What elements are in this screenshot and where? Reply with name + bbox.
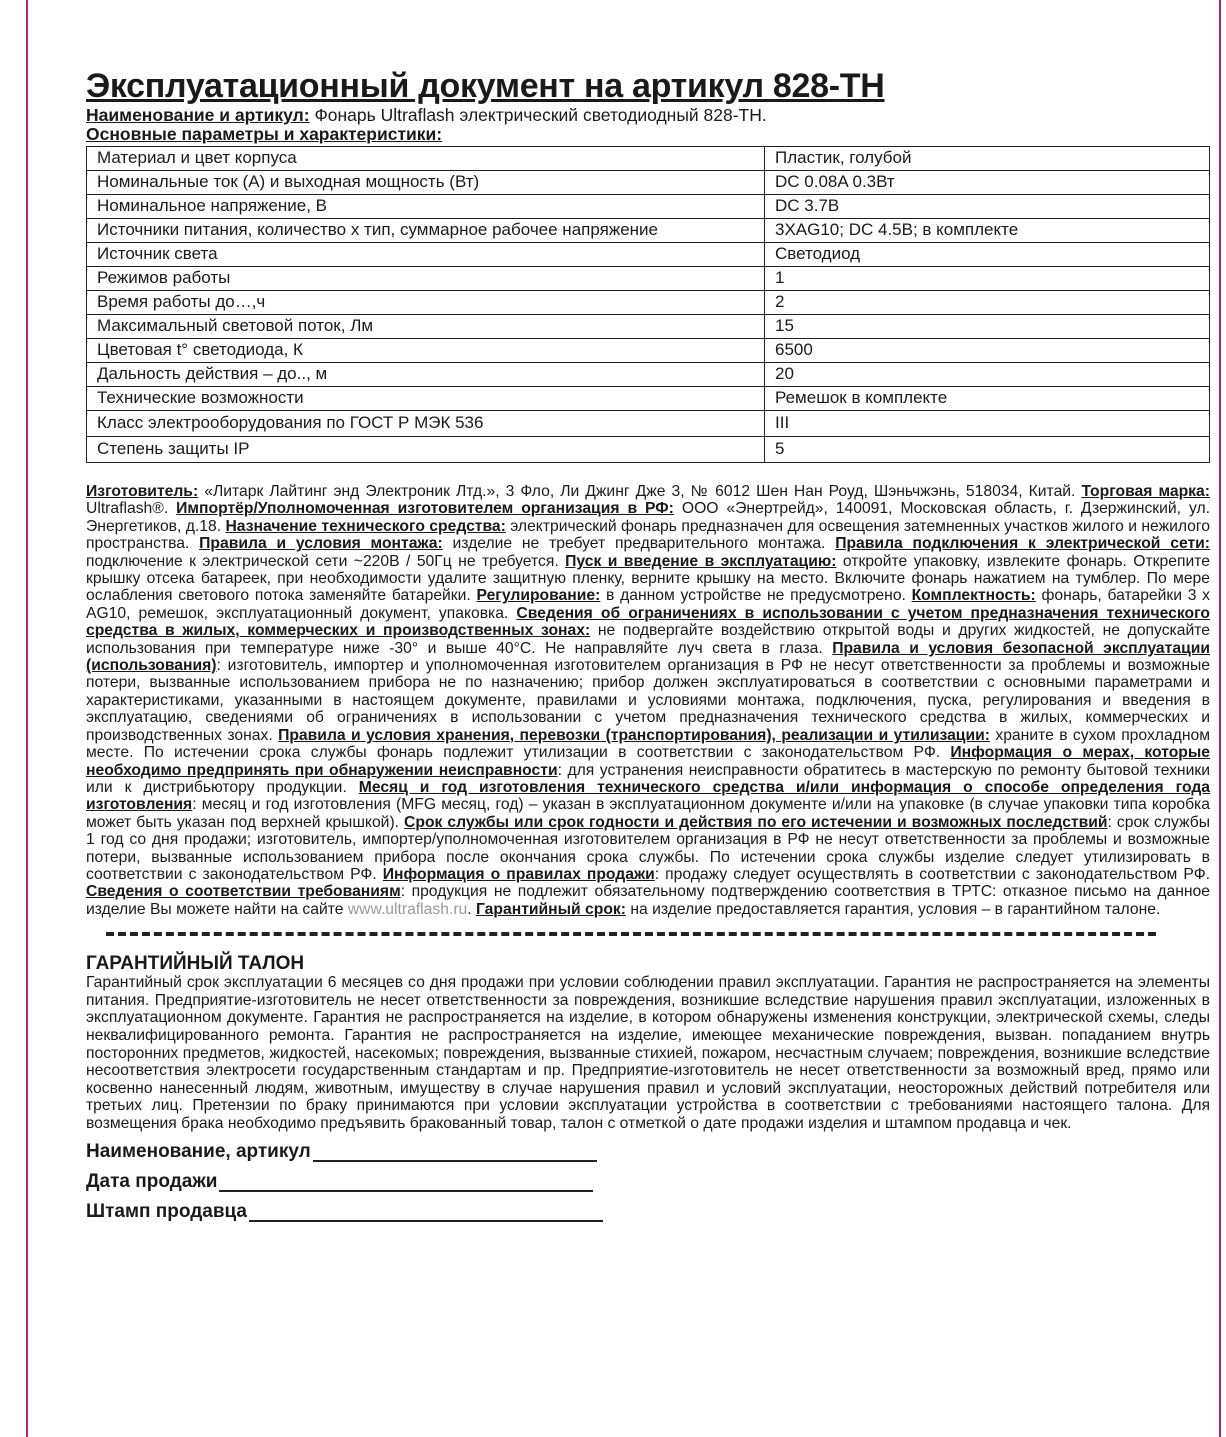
warranty-heading: ГАРАНТИЙНЫЙ ТАЛОН xyxy=(86,953,305,975)
spec-value: Пластик, голубой xyxy=(765,147,1210,171)
info-paragraph: Изготовитель: «Литарк Лайтинг энд Электроник Лтд.», 3 Фло, Ли Джинг Дже 3, № 6012 Шен Нан Роуд, Шэньчжэнь, 518034, Китай. Торговая марка: Ultraflash®. Импортёр/Уполномоченная изготовителем организация в РФ: ООО «Энертрейд», 140091, Московская область, г. Дзержинский, ул. Энергетиков, д.18. Назначение технического средства: электрический фонарь предназначен для освещения затемненных участков жилого и нежилого пространства. Правила и условия монтажа: изделие не требует предварительного монтажа. Правила подключения к электрической сети: подключение к электрической сети ~220В / 50Гц не требуется. Пуск и введение в эксплуатацию: откройте упаковку, извлеките фонарь. Открепите крышку отсека батареек, при необходимости удалите защитную пленку, верните крышку на место. Включите фонарь нажатием на тумблер. По мере ослабления светового потока заменяйте батарейки. Регулирование: в данном устройстве не предусмотрено. Комплектность: фонарь, батарейки 3 х AG10, ремешок, эксплуатационный документ, упаковка. Сведения об ограничениях в использовании с учетом предназначения технического средства в жилых, коммерческих и производственных зонах: не подвергайте воздействию открытой воды и других жидкостей, не допускайте использования при температуре ниже -30° и выше 40°С. Не направляйте луч света в глаза. Правила и условия безопасной эксплуатации (использования): изготовитель, импортер и уполномоченная изготовителем организация в РФ не несут ответственности за проблемы и возможные потери, вызванные использованием прибора не по назначению; прибор должен эксплуатироваться в соответствии с основными параметрами и характеристиками, указанными в настоящем документе, правилами и условиями монтажа, подключения, пуска, регулирования и введения в эксплуатацию, сведениями об ограничениях в использовании с учетом предназначения технического средства в жилых, коммерческих и производственных зонах. Правила и условия хранения, перевозки (транспортирования), реализации и утилизации: храните в сухом прохладном месте. По истечении срока службы фонарь подлежит утилизации в соответствии с законодательством РФ. Информация о мерах, которые необходимо предпринять при обнаружении неисправности: для устранения неисправности обратитесь в мастерскую по ремонту бытовой техники или к дистрибьютору продукции. Месяц и год изготовления технического средства и/или информация о способе определения года изготовления: месяц и год изготовления (MFG месяц, год) – указан в эксплуатационном документе и/или на упаковке (в случае упаковки типа коробка может быть указан под верхней крышкой). Срок службы или срок годности и действия по его истечении и возможных последствий: срок службы 1 год со дня продажи; изготовитель, импортер/уполномоченная изготовителем организация в РФ не несут ответственности за проблемы и возможные потери, вызванные использованием прибора после окончания срока службы. По истечении срока службы изделие следует утилизировать в соответствии с законодательством РФ. Информация о правилах продажи: продажу следует осуществлять в соответствии с законодательством РФ. Сведения о соответствии требованиям: продукция не подлежит обязательному подтверждению соответствия в ТРТС: отказное письмо на данное изделие Вы можете найти на сайте www.ultraflash.ru. Гарантийный срок: на изделие предоставляется гарантия, условия – в гарантийном талоне. xyxy=(86,483,1211,918)
signature-field-date xyxy=(86,1171,1210,1192)
section-heading: Изготовитель: xyxy=(86,483,199,500)
product-name-value: Фонарь Ultraflash электрический светодиодный 828-ТН. xyxy=(314,105,767,125)
field-label-date: Дата продажи xyxy=(86,1170,218,1192)
website-link[interactable]: www.ultraflash.ru xyxy=(347,900,468,918)
section-heading: Правила и условия монтажа: xyxy=(199,535,443,553)
spec-value: 15 xyxy=(765,315,1210,339)
spec-row xyxy=(87,291,1210,315)
signature-field-stamp xyxy=(86,1201,1210,1222)
warranty-text: Гарантийный срок эксплуатации 6 месяцев со дня продажи при условии соблюдении правил эксплуатации. Гарантия не распространяется на элементы питания. Предприятие-изготовитель не несет ответственности за повреждения, возникшие вследствие нарушения правил эксплуатации, изложенных в эксплуатационном документе. Гарантия не распространяется на изделие, в котором обнаружены изменения конструкции, электрической схемы, следы неквалифицированного ремонта. Гарантия не распространяется на изделие, имеющее механические повреждения, вызван. попаданием внутрь посторонних предметов, жидкостей, насекомых; повреждения, вызванные стихией, пожаром, несчастным случаем; повреждения, возникшие вследствие несоответствия электросети государственным стандартам и пр. Предприятие-изготовитель не несет ответственности за возможный вред, прямо или косвенно нанесенный людям, животным, имуществу в случае нарушения правил и условий эксплуатации, неосторожных действий потребителя или третьих лиц. Претензии по браку принимаются при условии эксплуатации устройства в соответствии с требованиями настоящего талона. Для возмещения брака необходимо предъявить бракованный товар, талон с отметкой о дате продажи изделия и штампом продавца и чек. xyxy=(86,974,1210,1132)
section-heading: Информация о мерах, которые необходимо предпринять при обнаружении неисправности xyxy=(86,744,1210,779)
spec-value: 3XAG10; DC 4.5В; в комплекте xyxy=(765,219,1210,243)
spec-label: Максимальный световой поток, Лм xyxy=(87,315,765,339)
spec-value: DC 0.08A 0.3Вт xyxy=(765,171,1210,195)
blank-line[interactable] xyxy=(219,1174,593,1192)
section-heading: Гарантийный срок: xyxy=(476,900,627,918)
spec-value: 6500 xyxy=(765,339,1210,363)
section-heading: Торговая марка: xyxy=(1081,483,1210,500)
field-label-stamp: Штамп продавца xyxy=(86,1200,247,1222)
field-label-name: Наименование, артикул xyxy=(86,1140,311,1162)
spec-value: 1 xyxy=(765,267,1210,291)
spec-label: Режимов работы xyxy=(87,267,765,291)
spec-row xyxy=(87,411,1210,437)
spec-row xyxy=(87,339,1210,363)
spec-value: 2 xyxy=(765,291,1210,315)
spec-value: III xyxy=(765,411,1210,437)
blank-line[interactable] xyxy=(249,1204,603,1222)
spec-row xyxy=(87,437,1210,463)
spec-row xyxy=(87,267,1210,291)
spec-row xyxy=(87,147,1210,171)
signature-field-name xyxy=(86,1141,1210,1162)
section-heading: Месяц и год изготовления технического средства и/или информация о способе определения года изготовления xyxy=(86,778,1210,814)
section-heading: Назначение технического средства: xyxy=(225,517,506,535)
spec-row xyxy=(87,315,1210,339)
spec-label: Время работы до…,ч xyxy=(87,291,765,315)
spec-label: Технические возможности xyxy=(87,387,765,411)
spec-row xyxy=(87,171,1210,195)
product-name-label: Наименование и артикул: xyxy=(86,105,310,125)
spec-row xyxy=(87,219,1210,243)
section-heading: Правила подключения к электрической сети: xyxy=(835,535,1211,553)
spec-value: 5 xyxy=(765,437,1210,463)
product-name-line xyxy=(86,106,1210,125)
section-heading: Пуск и введение в эксплуатацию: xyxy=(565,552,837,570)
spec-row xyxy=(87,243,1210,267)
section-heading: Срок службы или срок годности и действия по его истечении и возможных последствий xyxy=(404,813,1108,831)
spec-label: Источники питания, количество х тип, суммарное рабочее напряжение xyxy=(87,219,765,243)
section-heading: Сведения об ограничениях в использовании с учетом предназначения технического средства в жилых, коммерческих и производственных зонах: xyxy=(86,604,1210,640)
section-heading: Информация о правилах продажи xyxy=(382,865,655,883)
spec-label: Номинальные ток (А) и выходная мощность (Вт) xyxy=(87,171,765,195)
spec-label: Номинальное напряжение, В xyxy=(87,195,765,219)
params-heading: Основные параметры и характеристики: xyxy=(86,124,443,144)
page-title: Эксплуатационный документ на артикул 828-ТН xyxy=(86,67,885,105)
spec-value: Ремешок в комплекте xyxy=(765,387,1210,411)
spec-row xyxy=(87,363,1210,387)
cut-line xyxy=(106,932,1156,940)
spec-label: Дальность действия – до.., м xyxy=(87,363,765,387)
document-page xyxy=(86,66,1210,1222)
spec-label: Степень защиты IP xyxy=(87,437,765,463)
section-heading: Комплектность: xyxy=(911,587,1036,605)
spec-table xyxy=(86,146,1210,463)
section-heading: Сведения о соответствии требованиям xyxy=(86,883,401,901)
spec-label: Цветовая t° светодиода, К xyxy=(87,339,765,363)
section-heading: Регулирование: xyxy=(476,587,601,605)
section-heading: Правила и условия хранения, перевозки (транспортирования), реализации и утилизации: xyxy=(278,726,990,744)
section-heading: Правила и условия безопасной эксплуатации (использования) xyxy=(86,639,1210,675)
left-margin-line xyxy=(26,0,28,1437)
spec-row xyxy=(87,387,1210,411)
right-margin-line xyxy=(1219,0,1221,1437)
spec-label: Источник света xyxy=(87,243,765,267)
spec-value: 20 xyxy=(765,363,1210,387)
spec-value: Светодиод xyxy=(765,243,1210,267)
section-heading: Импортёр/Уполномоченная изготовителем организация в РФ: xyxy=(176,500,674,518)
spec-value: DC 3.7В xyxy=(765,195,1210,219)
spec-label: Материал и цвет корпуса xyxy=(87,147,765,171)
blank-line[interactable] xyxy=(313,1144,597,1162)
spec-label: Класс электрооборудования по ГОСТ Р МЭК 536 xyxy=(87,411,765,437)
spec-row xyxy=(87,195,1210,219)
